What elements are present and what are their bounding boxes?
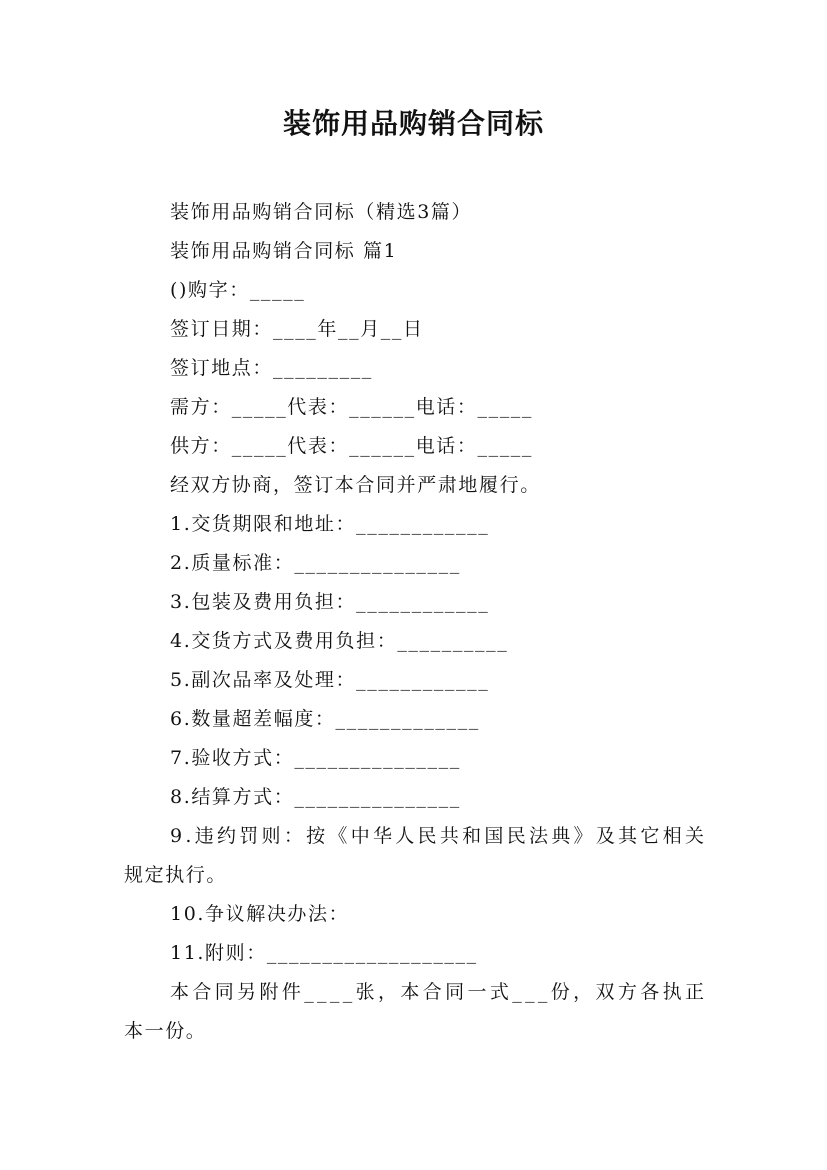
document-title: 装饰用品购销合同标	[282, 107, 544, 140]
paragraph-attachments-text: 本合同另附件____张，本合同一式___份，双方各执正	[170, 981, 708, 1003]
clause-1: 1.交货期限和地址：____________	[170, 513, 490, 535]
clause-7: 7.验收方式：_______________	[170, 747, 461, 769]
paragraph-supplier: 供方：_____代表：______电话：_____	[170, 435, 534, 457]
paragraph-sign-date: 签订日期：____年__月__日	[170, 318, 424, 340]
document-body	[124, 193, 708, 1051]
paragraph-buyer: 需方：_____代表：______电话：_____	[170, 396, 534, 418]
paragraph-subtitle: 装饰用品购销合同标（精选3篇）	[170, 201, 473, 223]
clause-8: 8.结算方式：_______________	[170, 786, 461, 808]
paragraph-attachments-continuation: 本一份。	[124, 1020, 207, 1042]
clause-10: 10.争议解决办法：	[170, 903, 350, 925]
clause-4: 4.交货方式及费用负担：__________	[170, 630, 509, 652]
clause-9-continuation: 规定执行。	[124, 864, 228, 886]
clause-9	[124, 817, 708, 856]
paragraph-attachments	[124, 973, 708, 1012]
clause-5: 5.副次品率及处理：____________	[170, 669, 490, 691]
clause-11: 11.附则：___________________	[170, 942, 478, 964]
clause-2: 2.质量标准：_______________	[170, 552, 461, 574]
clause-3: 3.包装及费用负担：____________	[170, 591, 490, 613]
clause-6: 6.数量超差幅度：_____________	[170, 708, 480, 730]
paragraph-contract-number: ()购字：_____	[170, 279, 306, 301]
paragraph-sign-place: 签订地点：_________	[170, 357, 373, 379]
clause-9-text: 9.违约罚则：按《中华人民共和国民法典》及其它相关	[170, 825, 708, 847]
paragraph-section-heading: 装饰用品购销合同标 篇1	[170, 240, 398, 262]
paragraph-agreement: 经双方协商，签订本合同并严肃地履行。	[170, 474, 541, 496]
